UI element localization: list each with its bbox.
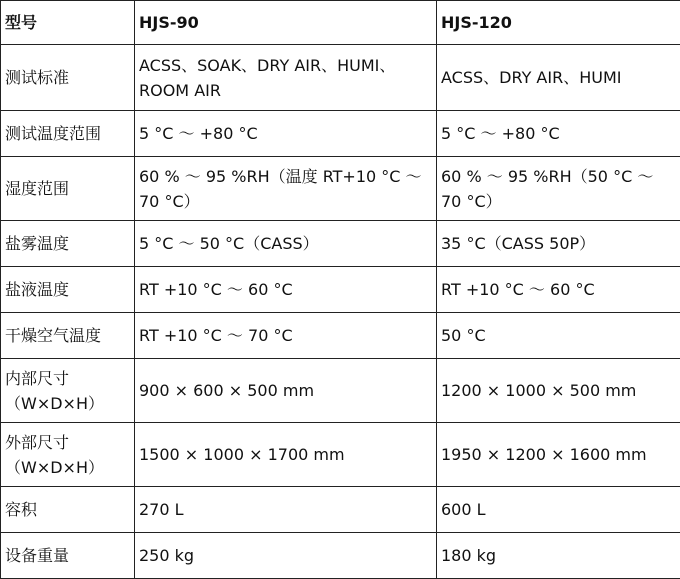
hjs-120-value: 180 kg — [437, 533, 680, 579]
row-label: 湿度范围 — [1, 157, 135, 221]
table-row — [1, 157, 680, 221]
row-label: 外部尺寸（W×D×H） — [1, 423, 135, 487]
hjs-120-value: 600 L — [437, 487, 680, 533]
row-label: 容积 — [1, 487, 135, 533]
hjs-90-value: 5 °C ～ +80 °C — [135, 111, 437, 157]
row-label: 设备重量 — [1, 533, 135, 579]
row-label: 测试温度范围 — [1, 111, 135, 157]
hjs-120-value: 60 % ～ 95 %RH（50 °C ～ 70 °C） — [437, 157, 680, 221]
hjs-120-value: 50 °C — [437, 313, 680, 359]
hjs-120-value: 35 °C（CASS 50P） — [437, 221, 680, 267]
table-row — [1, 111, 680, 157]
hjs-120-value: ACSS、DRY AIR、HUMI — [437, 45, 680, 111]
hjs-120-value: 1950 × 1200 × 1600 mm — [437, 423, 680, 487]
header-model: 型号 — [1, 1, 135, 45]
hjs-90-value: 5 °C ～ 50 °C（CASS） — [135, 221, 437, 267]
hjs-90-value: 900 × 600 × 500 mm — [135, 359, 437, 423]
row-label: 测试标准 — [1, 45, 135, 111]
table-row — [1, 221, 680, 267]
header-row — [1, 1, 680, 45]
table-row — [1, 533, 680, 579]
table-row — [1, 423, 680, 487]
hjs-90-value: 250 kg — [135, 533, 437, 579]
hjs-90-value: 1500 × 1000 × 1700 mm — [135, 423, 437, 487]
hjs-90-value: 60 % ～ 95 %RH（温度 RT+10 °C ～ 70 °C） — [135, 157, 437, 221]
hjs-90-value: RT +10 °C ～ 60 °C — [135, 267, 437, 313]
table-row — [1, 267, 680, 313]
row-label: 盐液温度 — [1, 267, 135, 313]
table-row — [1, 359, 680, 423]
table-row — [1, 313, 680, 359]
hjs-120-value: 5 °C ～ +80 °C — [437, 111, 680, 157]
table-row — [1, 487, 680, 533]
hjs-90-value: ACSS、SOAK、DRY AIR、HUMI、ROOM AIR — [135, 45, 437, 111]
table-row — [1, 45, 680, 111]
hjs-90-value: RT +10 °C ～ 70 °C — [135, 313, 437, 359]
row-label: 盐雾温度 — [1, 221, 135, 267]
hjs-90-value: 270 L — [135, 487, 437, 533]
row-label: 干燥空气温度 — [1, 313, 135, 359]
header-hjs-120: HJS-120 — [437, 1, 680, 45]
hjs-120-value: 1200 × 1000 × 500 mm — [437, 359, 680, 423]
hjs-120-value: RT +10 °C ～ 60 °C — [437, 267, 680, 313]
row-label: 内部尺寸（W×D×H） — [1, 359, 135, 423]
header-hjs-90: HJS-90 — [135, 1, 437, 45]
